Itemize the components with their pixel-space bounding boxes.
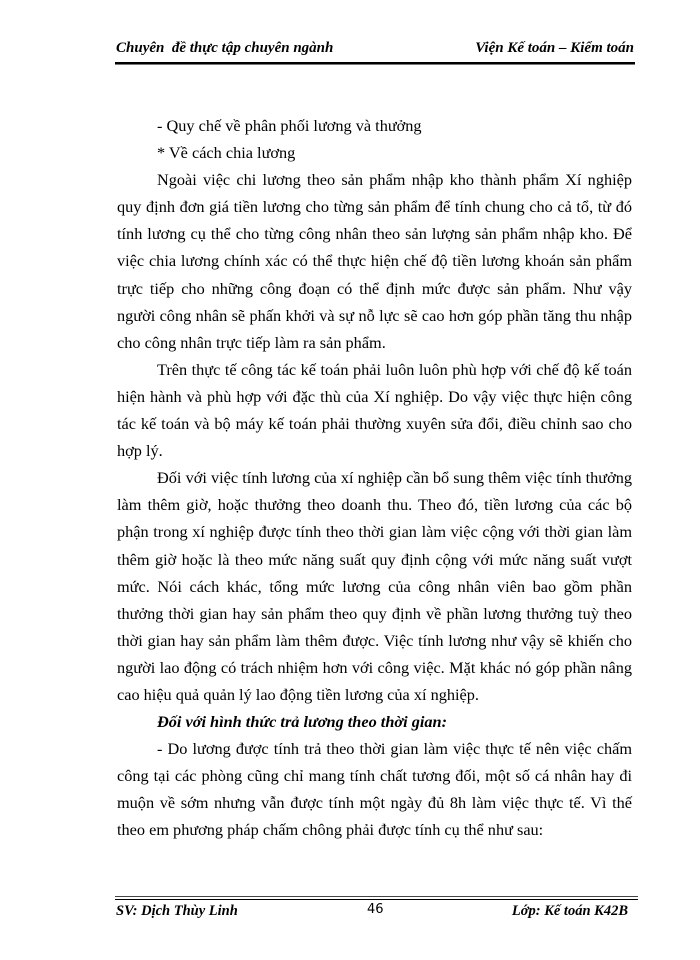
paragraph-time-based-pay: - Do lương được tính trả theo thời gian làm việc thực tế nên việc chấm công tại các phòng cũng chỉ mang tính chất tương đối, một số cá nhân hay đi muộn về sớm nhưng vẫn được tính một ngày đủ 8h làm việc thực tế. Vì thế theo em phương pháp chấm chông phải được tính cụ thể như sau: <box>117 739 632 840</box>
section-heading-time-based-pay: Đối với hình thức trả lương theo thời gian: <box>157 712 447 732</box>
page-number: 46 <box>367 902 384 917</box>
footer-divider-top <box>115 896 638 897</box>
footer-divider-bottom <box>115 899 638 900</box>
footer-student-name: SV: Dịch Thùy Linh <box>116 903 238 919</box>
page-footer <box>115 902 638 924</box>
page-body <box>117 112 632 844</box>
header-title-left: Chuyên đề thực tập chuyên ngành <box>116 40 334 56</box>
paragraph-wage-regulation: - Quy chế về phân phối lương và thưởng <box>157 116 422 135</box>
page-header <box>115 38 635 64</box>
paragraph-accounting-practice: Trên thực tế công tác kế toán phải luôn luôn phù hợp với chế độ kế toán hiện hành và phù hợp với đặc thù của Xí nghiệp. Do vậy việc thực hiện công tác kế toán và bộ máy kế toán phải thường xuyên sửa đổi, điều chỉnh sao cho hợp lý. <box>117 359 632 461</box>
footer-class-name: Lớp: Kế toán K42B <box>511 903 628 919</box>
paragraph-wage-division-title: * Về cách chia lương <box>157 143 296 163</box>
header-title-right: Viện Kế toán – Kiểm toán <box>475 40 634 56</box>
paragraph-wage-division: Ngoài việc chi lương theo sản phẩm nhập kho thành phẩm Xí nghiệp quy định đơn giá tiền lương cho từng sản phẩm để tính chung cho cả tổ, từ đó tính lương cụ thể cho từng công nhân theo sản lượng sản phẩm nhập kho. Để việc chia lương chính xác có thể thực hiện chế độ tiền lương khoán sản phẩm trực tiếp cho những công đoạn có thể định mức được sản phẩm. Như vậy người công nhân sẽ phấn khởi và sự nỗ lực sẽ cao hơn góp phần tăng thu nhập cho công nhân trực tiếp làm ra sản phẩm. <box>117 170 632 352</box>
header-divider <box>115 64 635 65</box>
paragraph-bonus-calculation: Đối với việc tính lương của xí nghiệp cần bổ sung thêm việc tính thưởng làm thêm giờ, hoặc thưởng theo doanh thu. Theo đó, tiền lương của các bộ phận trong xí nghiệp được tính theo thời gian làm việc cộng với thời gian làm thêm giờ hoặc là theo mức năng suất quy định cộng với mức năng suất vượt mức. Nói cách khác, tổng mức lương của công nhân viên bao gồm phần thưởng thời gian hay sản phẩm theo quy định về phần lương thưởng tuỳ theo thời gian hay sản phẩm làm thêm được. Việc tính lương như vậy sẽ khiến cho người lao động có trách nhiệm hơn với công việc. Mặt khác nó góp phần nâng cao hiệu quả quản lý lao động tiền lương của xí nghiệp. <box>117 468 632 704</box>
